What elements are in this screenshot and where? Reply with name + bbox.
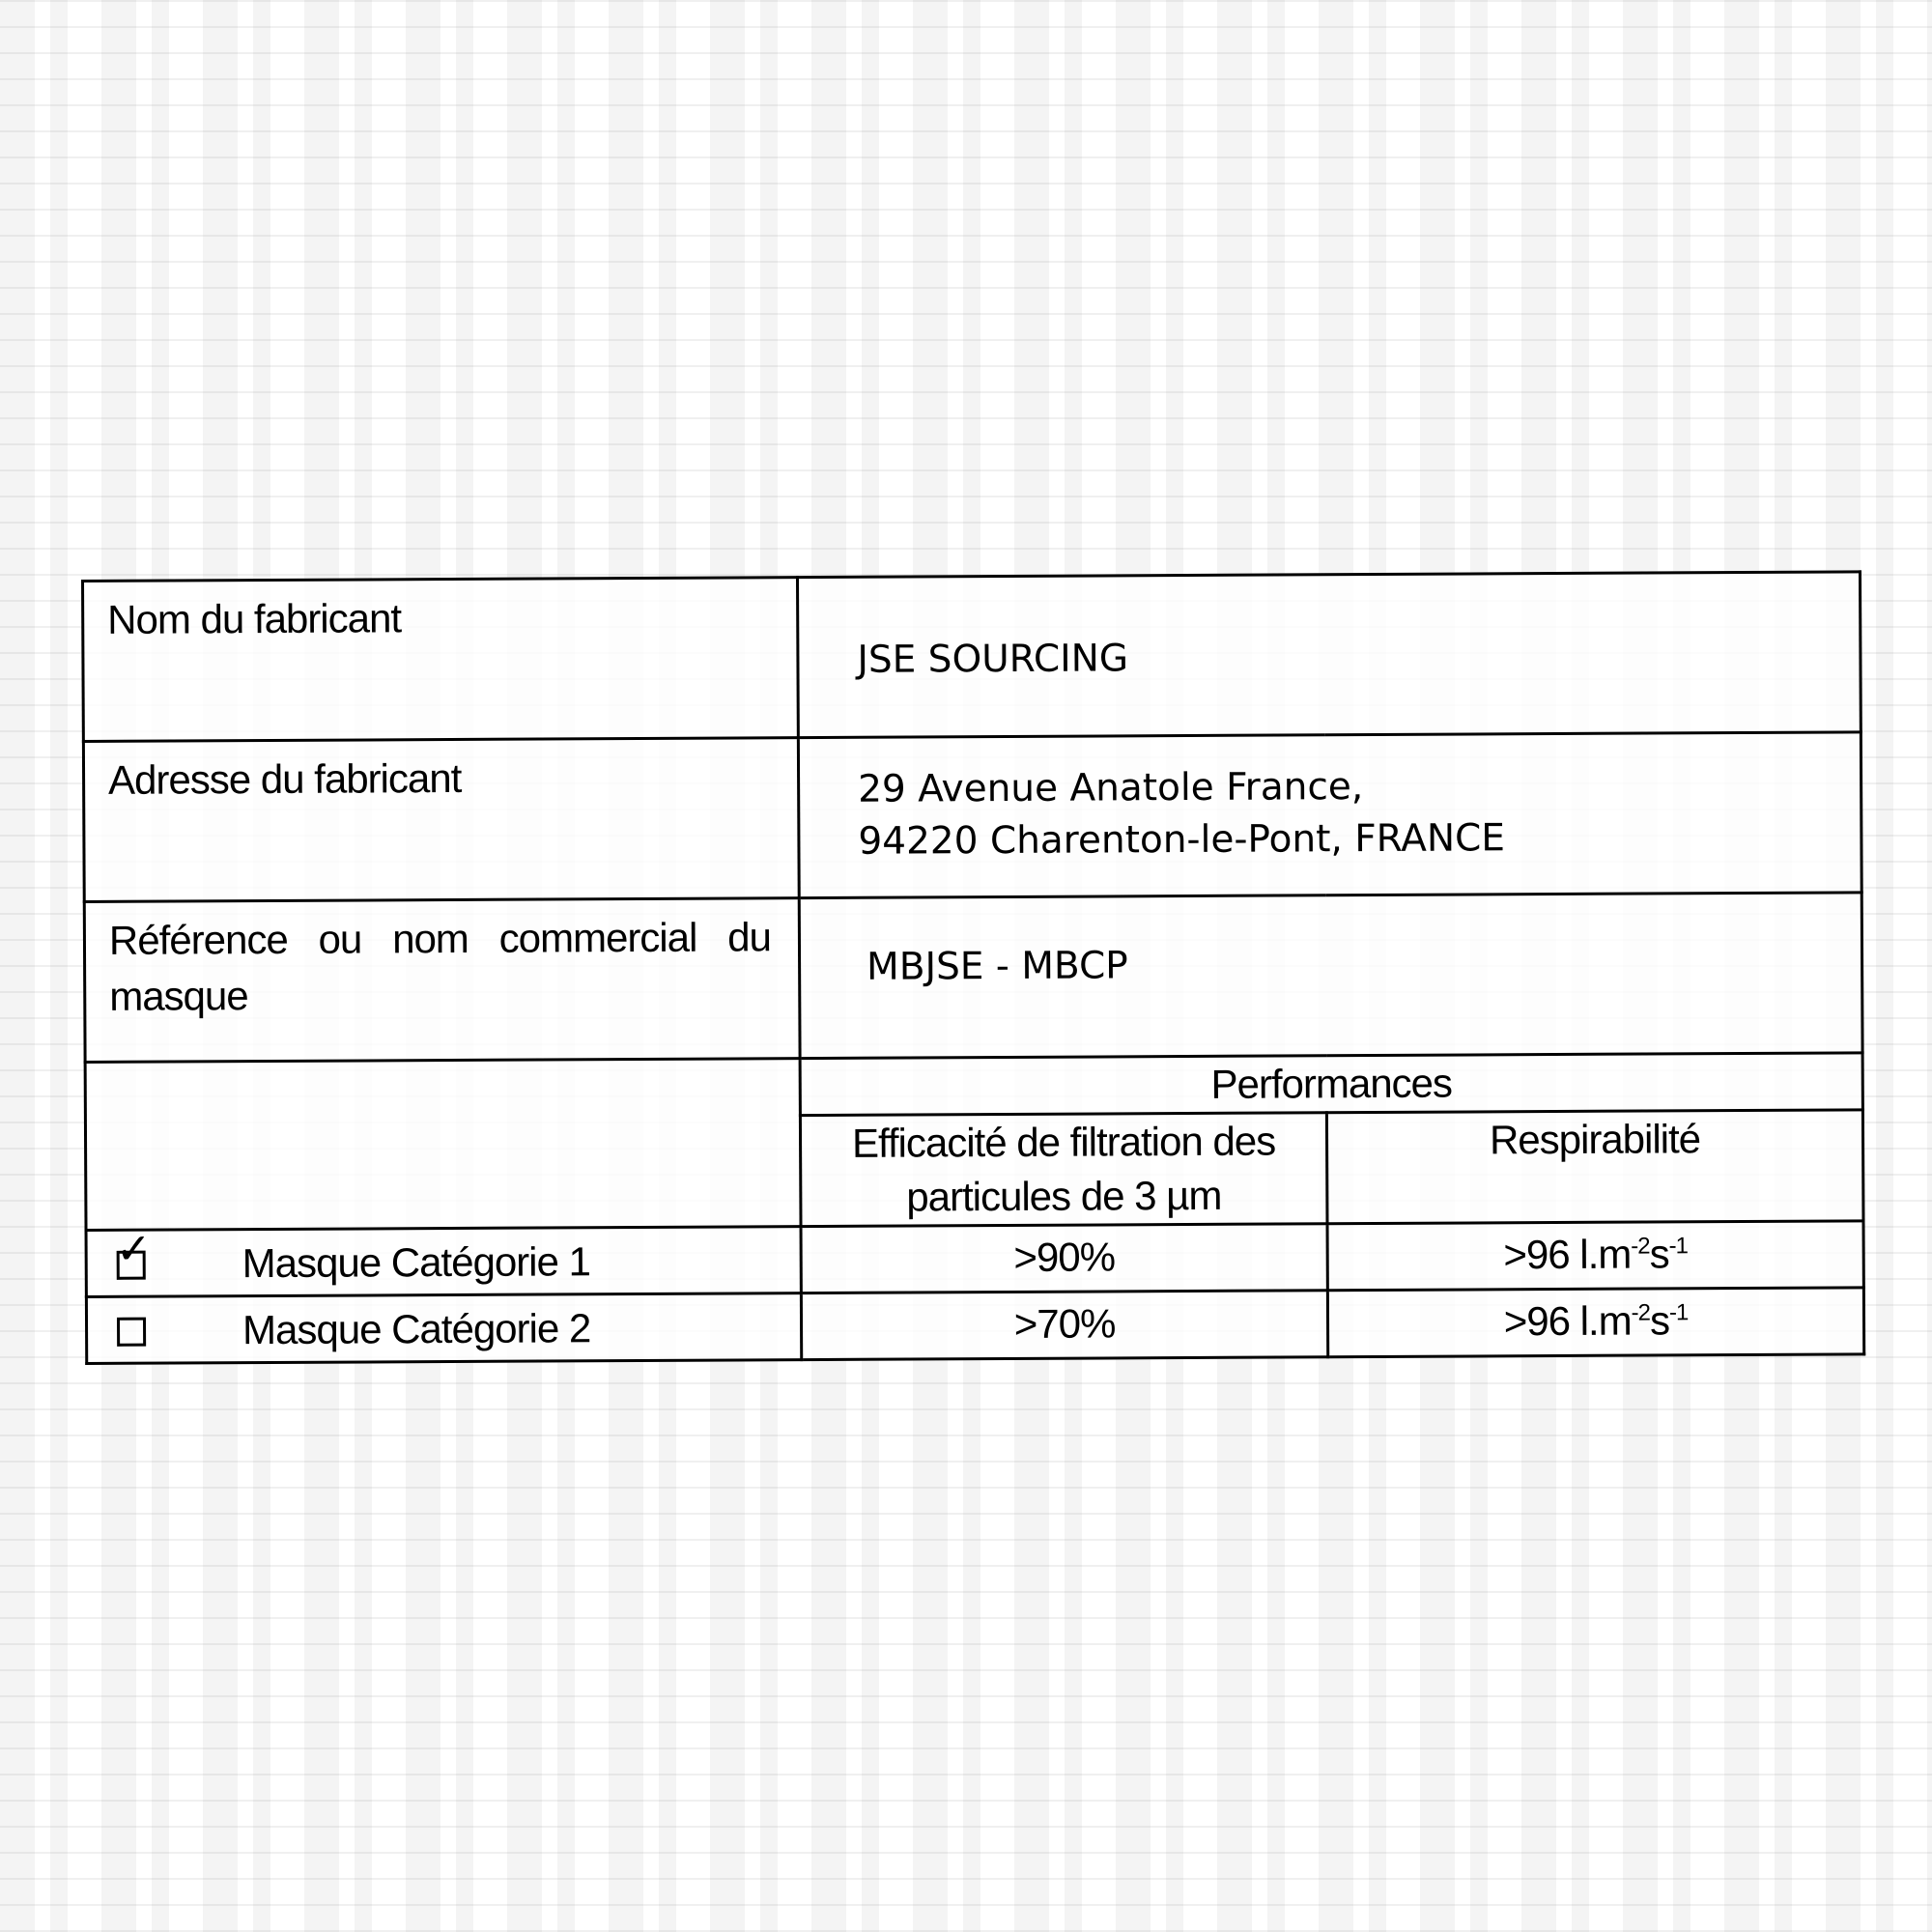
category-2-filtration: >70% [1013, 1300, 1116, 1347]
category-1-checkbox[interactable] [115, 1224, 152, 1280]
manufacturer-name-label-cell [83, 578, 799, 742]
manufacturer-name-label: Nom du fabricant [107, 595, 402, 642]
manufacturer-name-value: JSE SOURCING [857, 637, 1129, 682]
mask-spec-table [81, 570, 1865, 1365]
filtration-header-cell [800, 1113, 1327, 1227]
manufacturer-name-value-cell [797, 572, 1861, 738]
manufacturer-address-value [800, 733, 1861, 868]
address-line-1: 29 Avenue Anatole France, [858, 765, 1364, 811]
performance-empty-cell [85, 1059, 801, 1231]
category-2-breathability-cell [1327, 1288, 1863, 1357]
filtration-header: Efficacité de filtration des particules de 3 µm [851, 1118, 1276, 1220]
manufacturer-name-row [83, 572, 1861, 742]
category-2-breathability: >96 $l.m^{-2}s^{-1}$ [1503, 1297, 1689, 1345]
breathability-header-cell [1326, 1110, 1863, 1224]
category-1-breathability: >96 $l.m^{-2}s^{-1}$ [1503, 1231, 1689, 1278]
performance-header-cell [800, 1053, 1862, 1116]
category-2-label: Masque Catégorie 2 [242, 1305, 591, 1353]
breathability-header: Respirabilité [1489, 1116, 1701, 1163]
manufacturer-address-label: Adresse du fabricant [107, 754, 462, 803]
manufacturer-address-label-cell [83, 738, 799, 902]
mask-reference-value: MBJSE - MBCP [866, 944, 1128, 989]
category-1-label-cell [86, 1224, 801, 1297]
address-line-2: 94220 Charenton-le-Pont, FRANCE [858, 816, 1506, 864]
performance-header: Performances [1210, 1060, 1453, 1107]
category-2-row [86, 1288, 1863, 1364]
checkmark-icon: ✓ [115, 1224, 152, 1274]
mask-spec-sheet [81, 570, 1862, 1352]
performance-header-row [85, 1053, 1862, 1120]
mask-reference-value-cell [799, 893, 1862, 1059]
category-1-row [86, 1221, 1863, 1297]
category-2-filtration-cell [801, 1291, 1327, 1360]
category-1-breathability-cell [1327, 1221, 1863, 1291]
mask-reference-row [84, 893, 1862, 1063]
category-2-checkbox[interactable] [117, 1318, 146, 1347]
mask-reference-label: Référence ou nom commercial du masque [108, 914, 772, 1019]
category-1-label: Masque Catégorie 1 [242, 1238, 591, 1287]
category-2-label-cell [86, 1293, 801, 1364]
manufacturer-address-row [83, 732, 1861, 902]
category-1-filtration: >90% [1013, 1234, 1116, 1280]
category-1-filtration-cell [801, 1224, 1327, 1293]
manufacturer-address-value-cell [798, 732, 1861, 898]
mask-reference-label-cell [84, 898, 800, 1063]
